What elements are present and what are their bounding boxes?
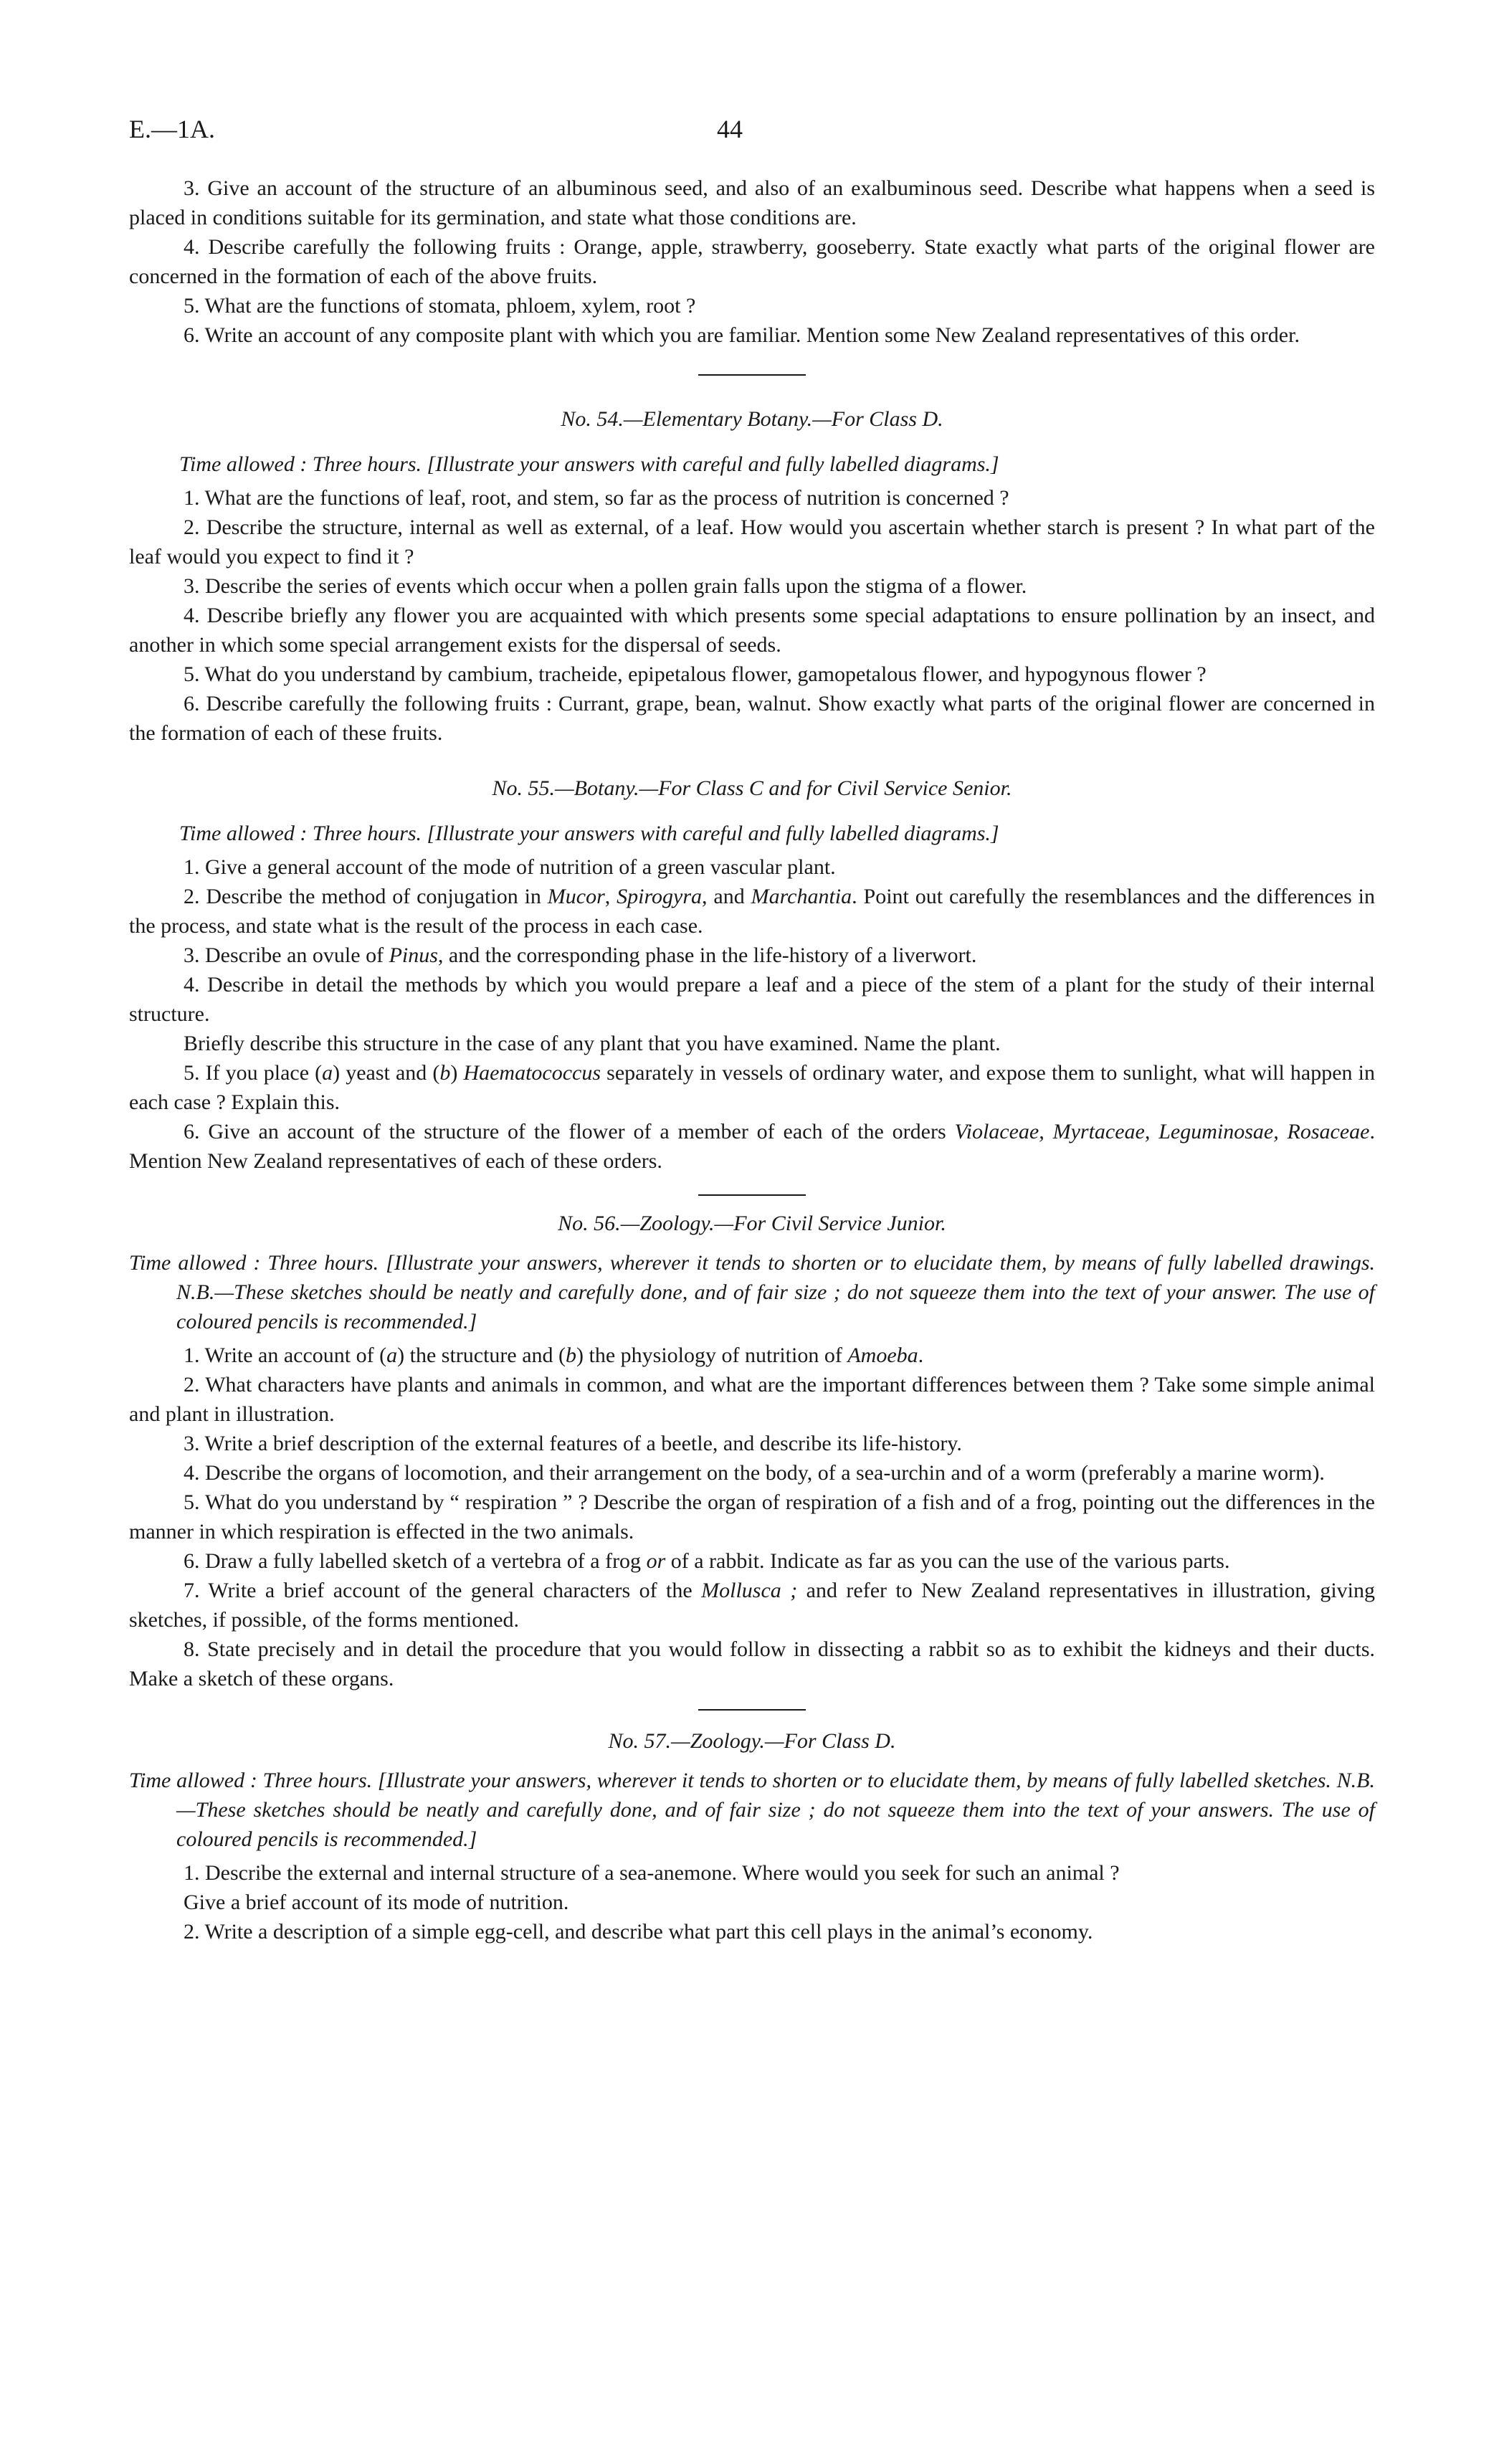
- question-3: 3. Write a brief description of the external features of a beetle, and describe its life-history.: [184, 1432, 962, 1455]
- question-5: 5. What do you understand by cambium, tracheide, epipetalous flower, gamopetalous flower, and hypogynous flower ?: [184, 662, 1207, 686]
- question-2: 2. Describe the method of conjugation in Mucor, Spirogyra, and Marchantia. Point out carefully the resemblances and the differences in the process, and state what is the result of the process in each case.: [129, 885, 1375, 938]
- question-2: 2. Describe the structure, internal as well as external, of a leaf. How would you ascertain whether starch is present ? In what part of the leaf would you expect to find it ?: [129, 515, 1375, 569]
- section-divider: [698, 374, 806, 376]
- time-allowed: Time allowed : Three hours. [Illustrate your answers, wherever it tends to shorten or to elucidate them, by means of fully labelled sketches. N.B.—These sketches should be neatly and carefully done, and of fair size ; do not squeeze them into the text of your answers. The use of coloured pencils is recommended.]: [129, 1769, 1375, 1851]
- question-1-continued: Give a brief account of its mode of nutrition.: [184, 1890, 569, 1914]
- question-1: 1. Write an account of (a) the structure and (b) the physiology of nutrition of Amoeba.: [184, 1343, 924, 1367]
- section-title: No. 57.—Zoology.—For Class D.: [608, 1729, 896, 1753]
- question-5: 5. What do you understand by “ respiration ” ? Describe the organ of respiration of a fish and of a frog, pointing out the differences in the manner in which respiration is effected in the two animals.: [129, 1490, 1375, 1543]
- question-4: 4. Describe the organs of locomotion, and their arrangement on the body, of a sea-urchin and of a worm (preferably a marine worm).: [184, 1461, 1325, 1485]
- question-8: 8. State precisely and in detail the procedure that you would follow in dissecting a rabbit so as to exhibit the kidneys and their ducts. Make a sketch of these organs.: [129, 1637, 1375, 1690]
- page-number: 44: [717, 115, 743, 143]
- time-allowed: Time allowed : Three hours. [Illustrate your answers, wherever it tends to shorten or to elucidate them, by means of fully labelled drawings. N.B.—These sketches should be neatly and carefully done, and of fair size ; do not squeeze them into the text of your answer. The use of coloured pencils is recommended.]: [129, 1251, 1375, 1333]
- section-56: [129, 1209, 1375, 1693]
- document-reference: E.—1A.: [129, 115, 215, 143]
- section-title: No. 56.—Zoology.—For Civil Service Junior.: [558, 1212, 946, 1235]
- question-1: 1. Describe the external and internal structure of a sea-anemone. Where would you seek for such an animal ?: [184, 1861, 1120, 1885]
- question-3: 3. Give an account of the structure of an albuminous seed, and also of an exalbuminous seed. Describe what happens when a seed is placed in conditions suitable for its germination, and state what those conditions are.: [129, 176, 1375, 229]
- question-3: 3. Describe an ovule of Pinus, and the corresponding phase in the life-history of a liverwort.: [184, 943, 977, 967]
- question-6: 6. Draw a fully labelled sketch of a vertebra of a frog or of a rabbit. Indicate as far as you can the use of the various parts.: [184, 1549, 1230, 1573]
- question-6: 6. Give an account of the structure of the flower of a member of each of the orders Violaceae, Myrtaceae, Leguminosae, Rosaceae. Mention New Zealand representatives of each of these orders.: [129, 1120, 1375, 1173]
- question-4: 4. Describe in detail the methods by which you would prepare a leaf and a piece of the stem of a plant for the study of their internal structure.: [129, 973, 1375, 1026]
- question-6: 6. Describe carefully the following fruits : Currant, grape, bean, walnut. Show exactly what parts of the original flower are concerned in the formation of each of these fruits.: [129, 692, 1375, 745]
- question-4: 4. Describe carefully the following fruits : Orange, apple, strawberry, gooseberry. State exactly what parts of the original flower are concerned in the formation of each of the above fruits.: [129, 235, 1375, 288]
- intro-questions: [129, 173, 1375, 350]
- section-title: No. 55.—Botany.—For Class C and for Civil Service Senior.: [492, 776, 1012, 800]
- question-2: 2. Write a description of a simple egg-cell, and describe what part this cell plays in the animal’s economy.: [184, 1920, 1093, 1944]
- time-allowed: Time allowed : Three hours. [Illustrate your answers with careful and fully labelled diagrams.]: [179, 452, 999, 476]
- section-divider: [698, 1194, 806, 1196]
- question-1: 1. What are the functions of leaf, root, and stem, so far as the process of nutrition is concerned ?: [184, 486, 1009, 510]
- question-6: 6. Write an account of any composite plant with which you are familiar. Mention some New Zealand representatives of this order.: [184, 323, 1300, 347]
- time-allowed: Time allowed : Three hours. [Illustrate your answers with careful and fully labelled diagrams.]: [179, 822, 999, 845]
- question-4-continued: Briefly describe this structure in the case of any plant that you have examined. Name the plant.: [184, 1032, 1001, 1055]
- question-3: 3. Describe the series of events which occur when a pollen grain falls upon the stigma of a flower.: [184, 574, 1027, 598]
- section-divider: [698, 1709, 806, 1711]
- question-7: 7. Write a brief account of the general characters of the Mollusca ; and refer to New Zealand representatives in illustration, giving sketches, if possible, of the forms mentioned.: [129, 1579, 1376, 1632]
- section-55: [129, 774, 1375, 1176]
- section-54: [129, 404, 1375, 748]
- page-content: [129, 109, 1375, 1946]
- question-2: 2. What characters have plants and animals in common, and what are the important differences between them ? Take some simple animal and plant in illustration.: [129, 1373, 1375, 1426]
- section-57: [129, 1726, 1375, 1946]
- question-5: 5. If you place (a) yeast and (b) Haematococcus separately in vessels of ordinary water, and expose them to sunlight, what will happen in each case ? Explain this.: [129, 1061, 1375, 1114]
- question-5: 5. What are the functions of stomata, phloem, xylem, root ?: [184, 294, 696, 318]
- question-1: 1. Give a general account of the mode of nutrition of a green vascular plant.: [184, 855, 836, 879]
- question-4: 4. Describe briefly any flower you are acquainted with which presents some special adaptations to ensure pollination by an insect, and another in which some special arrangement exists for the dispersal of seeds.: [129, 604, 1375, 657]
- section-title: No. 54.—Elementary Botany.—For Class D.: [561, 407, 943, 431]
